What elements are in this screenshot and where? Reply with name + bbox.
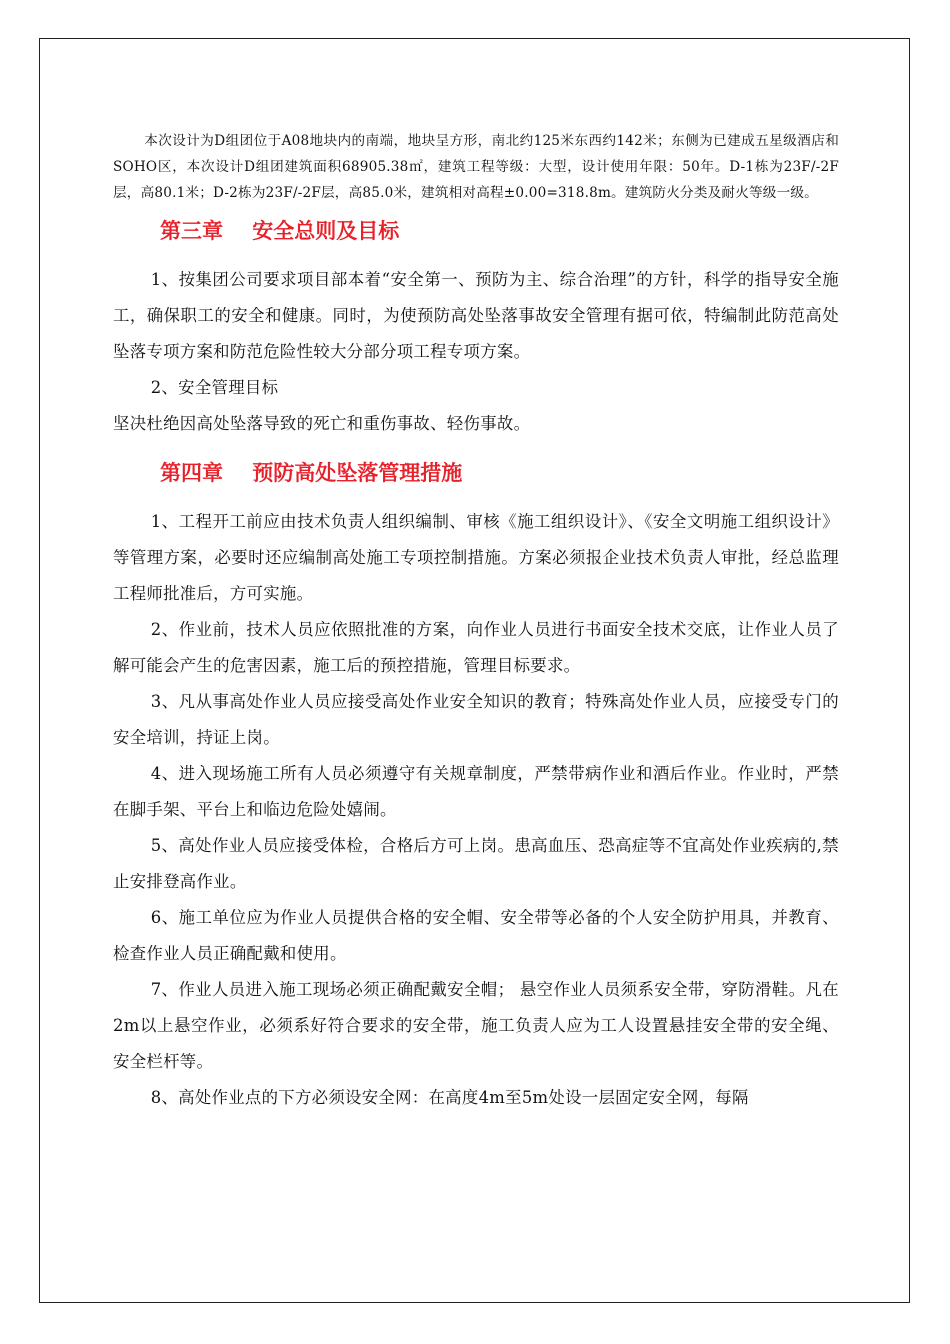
ch4-paragraph-3: 3、凡从事高处作业人员应接受高处作业安全知识的教育；特殊高处作业人员，应接受专门的安全培训，持证上岗。: [113, 692, 839, 747]
document-body: [113, 128, 839, 1116]
ch4-paragraph-5: 5、高处作业人员应接受体检，合格后方可上岗。患高血压、恐高症等不宜高处作业疾病的,禁止安排登高作业。: [113, 836, 839, 891]
project-intro-paragraph: 本次设计为D组团位于A08地块内的南端，地块呈方形，南北约125米东西约142米；东侧为已建成五星级酒店和SOHO区，本次设计D组团建筑面积68905.38㎡，建筑工程等级：大型，设计使用年限：50年。D-1栋为23F/-2F层，高80.1米；D-2栋为23F/-2F层，高85.0米，建筑相对高程±0.00=318.8m。建筑防火分类及耐火等级一级。: [113, 133, 839, 201]
ch3-paragraph-2: 2、安全管理目标: [150, 378, 279, 397]
ch4-paragraph-6: 6、施工单位应为作业人员提供合格的安全帽、安全带等必备的个人安全防护用具，并教育、检查作业人员正确配戴和使用。: [113, 908, 839, 963]
ch4-paragraph-7: 7、作业人员进入施工现场必须正确配戴安全帽； 悬空作业人员须系安全带，穿防滑鞋。凡在2m以上悬空作业，必须系好符合要求的安全带，施工负责人应为工人设置悬挂安全带的安全绳、安全栏杆等。: [113, 980, 839, 1071]
chapter-3-heading: 第三章 安全总则及目标: [160, 219, 400, 243]
chapter-4-heading: 第四章 预防高处坠落管理措施: [160, 461, 463, 485]
ch4-paragraph-1: 1、工程开工前应由技术负责人组织编制、审核《施工组织设计》、《安全文明施工组织设计》等管理方案，必要时还应编制高处施工专项控制措施。方案必须报企业技术负责人审批，经总监理工程师批准后，方可实施。: [113, 512, 839, 603]
ch3-paragraph-3: 坚决杜绝因高处坠落导致的死亡和重伤事故、轻伤事故。: [113, 414, 531, 433]
ch3-paragraph-1: 1、按集团公司要求项目部本着“安全第一、预防为主、综合治理”的方针，科学的指导安全施工，确保职工的安全和健康。同时，为使预防高处坠落事故安全管理有据可依，特编制此防范高处坠落专项方案和防范危险性较大分部分项工程专项方案。: [113, 270, 839, 361]
ch4-paragraph-4: 4、进入现场施工所有人员必须遵守有关规章制度，严禁带病作业和酒后作业。作业时，严禁在脚手架、平台上和临边危险处嬉闹。: [113, 764, 839, 819]
ch4-paragraph-8: 8、高处作业点的下方必须设安全网：在高度4m至5m处设一层固定安全网，每隔: [150, 1088, 749, 1107]
ch4-paragraph-2: 2、作业前，技术人员应依照批准的方案，向作业人员进行书面安全技术交底，让作业人员了解可能会产生的危害因素，施工后的预控措施，管理目标要求。: [113, 620, 839, 675]
